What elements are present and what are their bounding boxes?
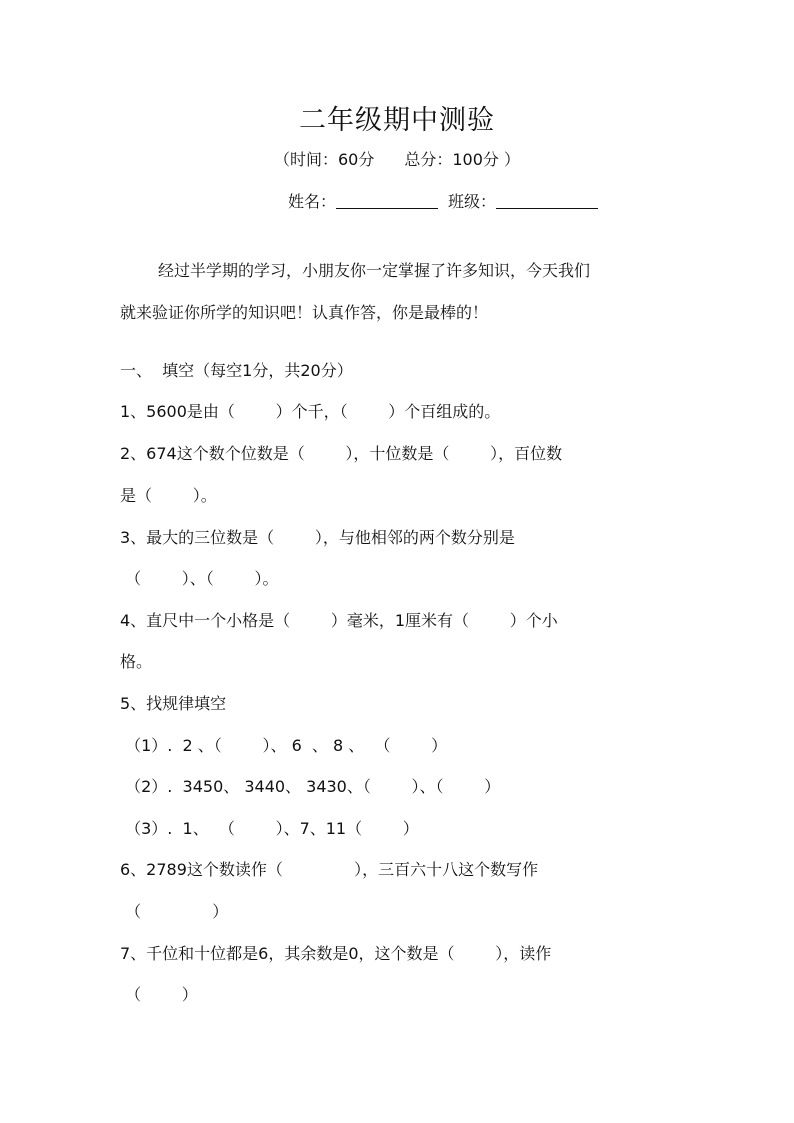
question-6-line-1: 6、2789这个数读作（ ），三百六十八这个数写作 [120,860,539,879]
question-5-part-3: （3）. 1、 （ ）、7、11（ ） [120,819,419,838]
intro-line-2: 就来验证你所学的知识吧！认真作答，你是最棒的！ [120,303,489,322]
class-blank[interactable] [496,191,598,209]
question-4-line-2: 格。 [120,652,153,671]
question-7-line-2: （ ） [120,985,198,1004]
section-heading: 一、 填空（每空1分，共20分） [120,361,353,380]
intro-paragraph [120,250,680,334]
question-3-line-2: （ ）、（ ）。 [120,569,279,588]
question-5-part-1: （1）. 2 、（ ）、 6 、 8 、 （ ） [120,736,448,755]
total-score-info: 总分：100分 ） [404,150,520,169]
question-2-line-2: 是（ ）。 [120,486,217,505]
question-3-line-1: 3、最大的三位数是（ ），与他相邻的两个数分别是 [120,528,515,547]
question-6-line-2: （ ） [120,902,229,921]
time-info: （时间：60分 [273,150,375,169]
question-5-part-2: （2）. 3450、 3440、 3430、（ ）、（ ） [120,777,501,796]
question-5: 5、找规律填空 [120,694,227,713]
page-title: 二年级期中测验 [299,105,495,136]
exam-info [0,147,794,170]
question-1: 1、5600是由（ ）个千，（ ）个百组成的。 [120,402,501,421]
class-label: 班级： [448,192,497,211]
question-4-line-1: 4、直尺中一个小格是（ ）毫米，1厘米有（ ）个小 [120,611,558,630]
question-2-line-1: 2、674这个数个位数是（ ），十位数是（ ），百位数 [120,444,563,463]
question-7-line-1: 7、千位和十位都是6，其余数是0，这个数是（ ），读作 [120,944,552,963]
student-info-line [288,189,608,212]
name-blank[interactable] [336,191,438,209]
intro-line-1: 经过半学期的学习，小朋友你一定掌握了许多知识，今天我们 [158,261,591,280]
name-label: 姓名： [288,192,337,211]
